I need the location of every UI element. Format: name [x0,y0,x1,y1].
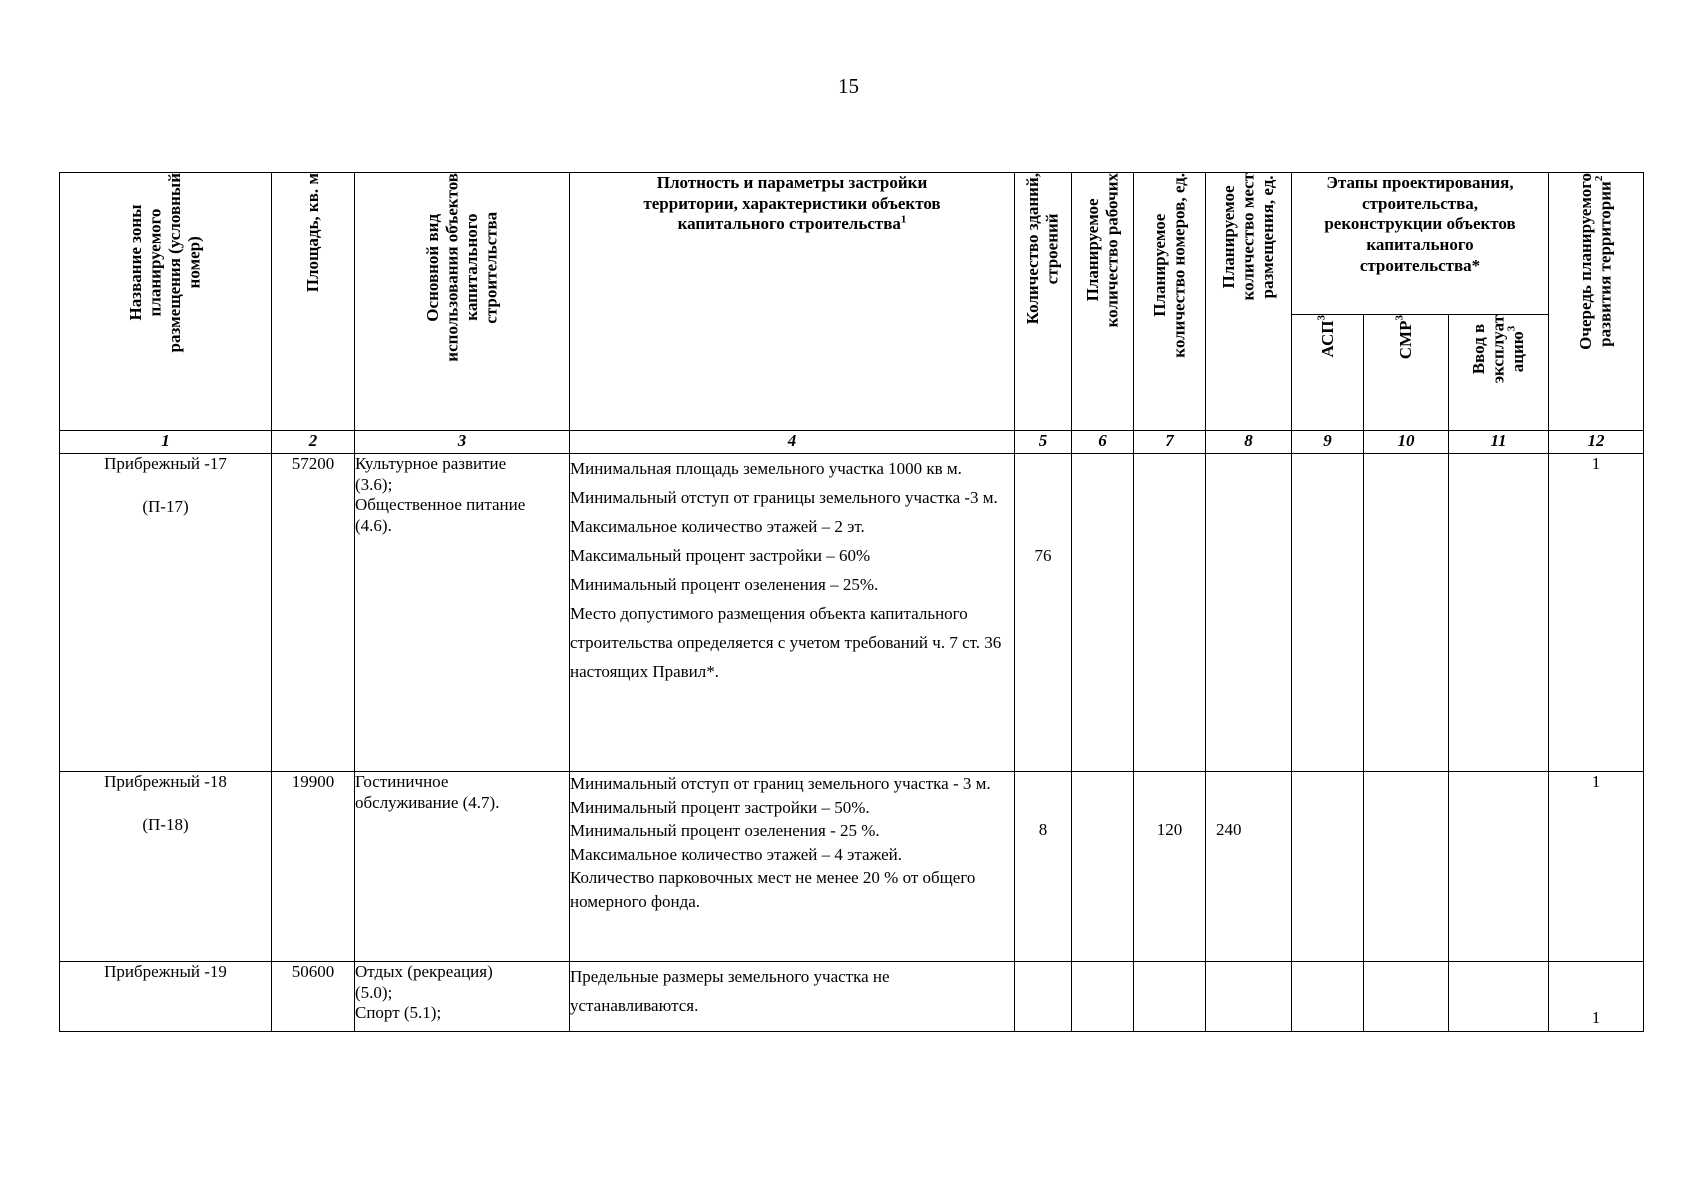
asp-stage [1292,454,1364,772]
header-row [60,173,1644,315]
zone-params [570,454,1015,772]
zone-name-cell [60,962,272,1032]
header-rooms-count: Планируемое количество номеров, ед. [1134,173,1206,431]
rooms-count [1134,454,1206,772]
header-queue: Очередь планируемого развития территории$^2$ [1549,173,1644,431]
commissioning-stage [1449,772,1549,962]
column-number: 7 [1134,431,1206,454]
column-number: 2 [272,431,355,454]
header-stages-group: Этапы проектирования, строительства, реконструкции объектов капитального строительства* [1292,173,1549,315]
zone-use-type: Культурное развитие (3.6); Общественное питание (4.6). [355,454,570,772]
zone-name: Прибрежный -18 [104,772,227,791]
zone-area: 19900 [272,772,355,962]
buildings-count: 8 [1015,772,1072,962]
commissioning-stage [1449,454,1549,772]
zone-name: Прибрежный -17 [104,454,227,473]
zone-use-type: Отдых (рекреация) (5.0); Спорт (5.1); [355,962,570,1032]
table-row [60,454,1644,772]
rooms-count [1134,962,1206,1032]
header-area: Площадь, кв. м [272,173,355,431]
column-number: 4 [570,431,1015,454]
param-line: Максимальное количество этажей – 4 этажей. [570,844,903,864]
zone-params [570,962,1015,1032]
zone-params [570,772,1015,962]
header-asp: АСП$^3$ [1292,315,1364,431]
planning-table [59,172,1644,1032]
column-number-row [60,431,1644,454]
queue-value: 1 [1549,454,1644,772]
header-buildings-count: Количество зданий, строений [1015,173,1072,431]
asp-stage [1292,962,1364,1032]
smr-stage [1364,772,1449,962]
param-line: Минимальный отступ от границы земельного участка -3 м. [570,488,998,507]
header-commissioning: Ввод в эксплуат ацию$^3$ [1449,315,1549,431]
param-line: Предельные размеры земельного участка не устанавливаются. [570,967,890,1015]
param-line: Минимальный процент застройки – 50%. [570,797,870,817]
smr-stage [1364,454,1449,772]
param-line: Минимальный процент озеленения – 25%. [570,575,879,594]
queue-value: 1 [1549,772,1644,962]
header-smr: СМР$^3$ [1364,315,1449,431]
places-count [1206,454,1292,772]
param-line: Минимальный процент озеленения - 25 %. [570,821,880,840]
workers-count [1072,962,1134,1032]
column-number: 11 [1449,431,1549,454]
zone-use-type: Гостиничное обслуживание (4.7). [355,772,570,962]
smr-stage [1364,962,1449,1032]
table-row [60,772,1644,962]
zone-code: (П-17) [142,496,189,516]
column-number: 12 [1549,431,1644,454]
rooms-count: 120 [1134,772,1206,962]
table-row [60,962,1644,1032]
zone-code: (П-18) [142,814,189,834]
column-number: 9 [1292,431,1364,454]
param-line: Минимальная площадь земельного участка 1000 кв м. [570,459,962,478]
workers-count [1072,772,1134,962]
header-places-count: Планируемое количество мест размещения, ед. [1206,173,1292,431]
buildings-count: 76 [1015,454,1072,772]
param-line: Минимальный отступ от границ земельного участка - 3 м. [570,774,991,793]
zone-area: 57200 [272,454,355,772]
zone-name-cell [60,772,272,962]
param-line: Максимальное количество этажей – 2 эт. [570,517,865,536]
header-density-params: Плотность и параметры застройки территории, характеристики объектов капитального строительства$^1$ [570,173,1015,431]
workers-count [1072,454,1134,772]
column-number: 1 [60,431,272,454]
param-line: Максимальный процент застройки – 60% [570,546,871,565]
param-line: Место допустимого размещения объекта капитального строительства определяется с учетом требований ч. 7 ст. 36 настоящих Правил*. [570,604,1002,681]
column-number: 5 [1015,431,1072,454]
asp-stage [1292,772,1364,962]
buildings-count [1015,962,1072,1032]
header-workers-count: Планируемое количество рабочих [1072,173,1134,431]
places-count: 240 [1206,772,1292,962]
places-count [1206,962,1292,1032]
header-zone-name: Название зоны планируемого размещения (условный номер) [60,173,272,431]
column-number: 3 [355,431,570,454]
queue-value: 1 [1549,962,1644,1032]
column-number: 6 [1072,431,1134,454]
zone-area: 50600 [272,962,355,1032]
commissioning-stage [1449,962,1549,1032]
zone-name: Прибрежный -19 [104,962,227,981]
header-use-type: Основной вид использования объектов капитального строительства [355,173,570,431]
page-number: 15 [838,74,859,98]
zone-name-cell [60,454,272,772]
column-number: 10 [1364,431,1449,454]
column-number: 8 [1206,431,1292,454]
param-line: Количество парковочных мест не менее 20 % от общего номерного фонда. [570,868,976,911]
